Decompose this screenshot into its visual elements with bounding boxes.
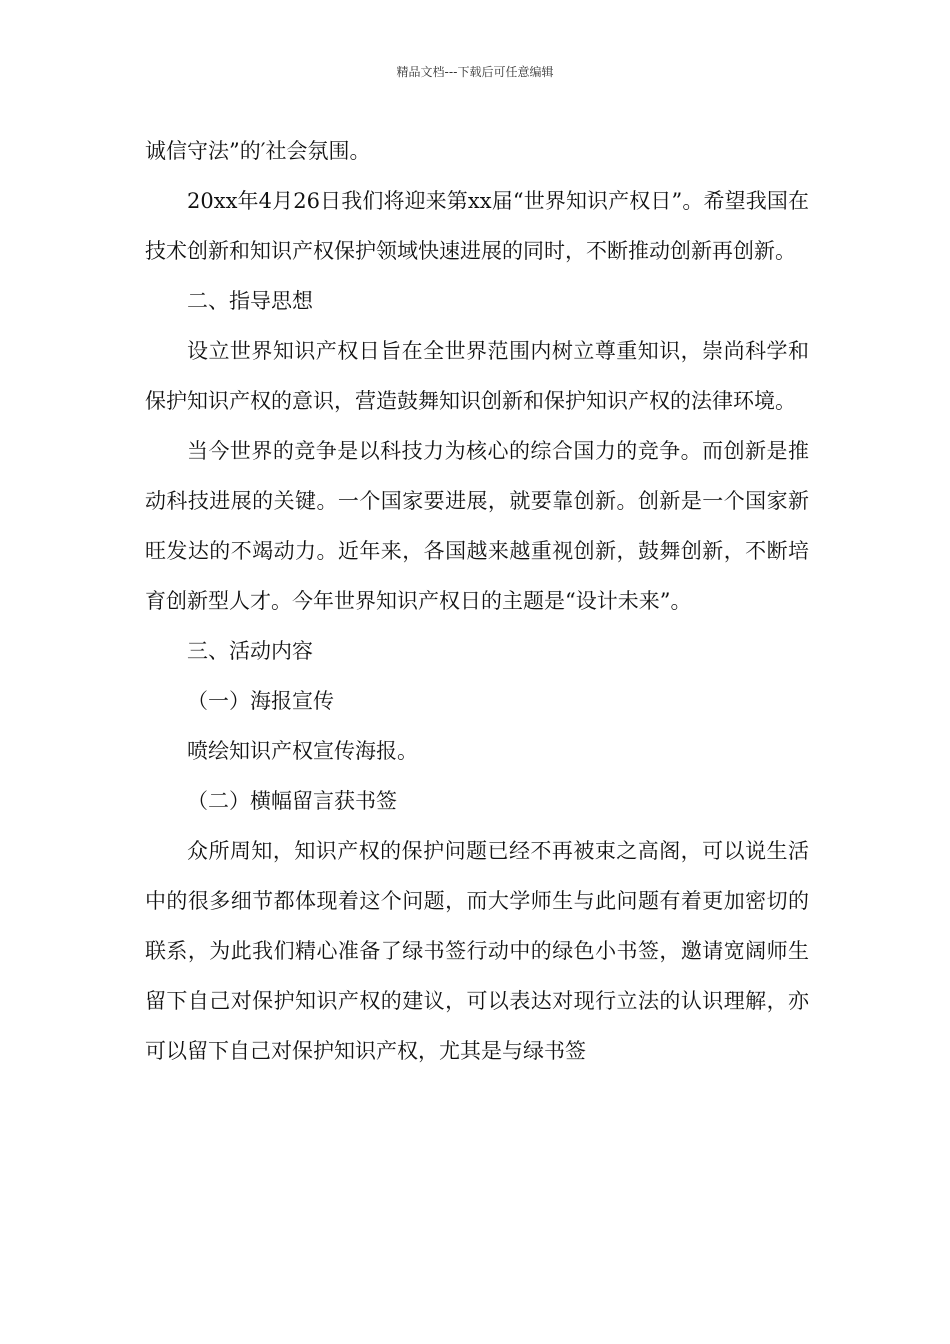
- paragraph: 诚信守法”的′社会氛围。: [145, 139, 371, 163]
- paragraph: 当今世界的竞争是以科技力为核心的综合国力的竞争。而创新是推动科技进展的关键。一个国家要进展，就要靠创新。创新是一个国家新旺发达的不竭动力。近年来，各国越来越重视创新，鼓舞创新，不断培育创新型人才。今年世界知识产权日的主题是“设计未来”。: [145, 439, 809, 613]
- paragraph: 设立世界知识产权日旨在全世界范围内树立尊重知识，崇尚科学和保护知识产权的意识，营造鼓舞知识创新和保护知识产权的法律环境。: [145, 339, 809, 413]
- subsection-heading: （一）海报宣传: [187, 689, 334, 713]
- paragraph: 喷绘知识产权宣传海报。: [187, 739, 418, 763]
- paragraph: 众所周知，知识产权的保护问题已经不再被束之高阁，可以说生活中的很多细节都体现着这个问题，而大学师生与此问题有着更加密切的联系，为此我们精心准备了绿书签行动中的绿色小书签，邀请宽阔师生留下自己对保护知识产权的建议，可以表达对现行立法的认识理解，亦可以留下自己对保护知识产权，尤其是与绿书签: [145, 839, 809, 1063]
- page-header: 精品文档---下载后可任意编辑: [396, 65, 554, 79]
- paragraph: 20xx年4月26日我们将迎来第xx届“世界知识产权日”。希望我国在技术创新和知识产权保护领域快速进展的同时，不断推动创新再创新。: [145, 189, 809, 263]
- section-heading: 二、指导思想: [187, 289, 313, 313]
- subsection-heading: （二）横幅留言获书签: [187, 789, 397, 813]
- section-heading: 三、活动内容: [187, 639, 313, 663]
- document-body: [145, 126, 809, 1076]
